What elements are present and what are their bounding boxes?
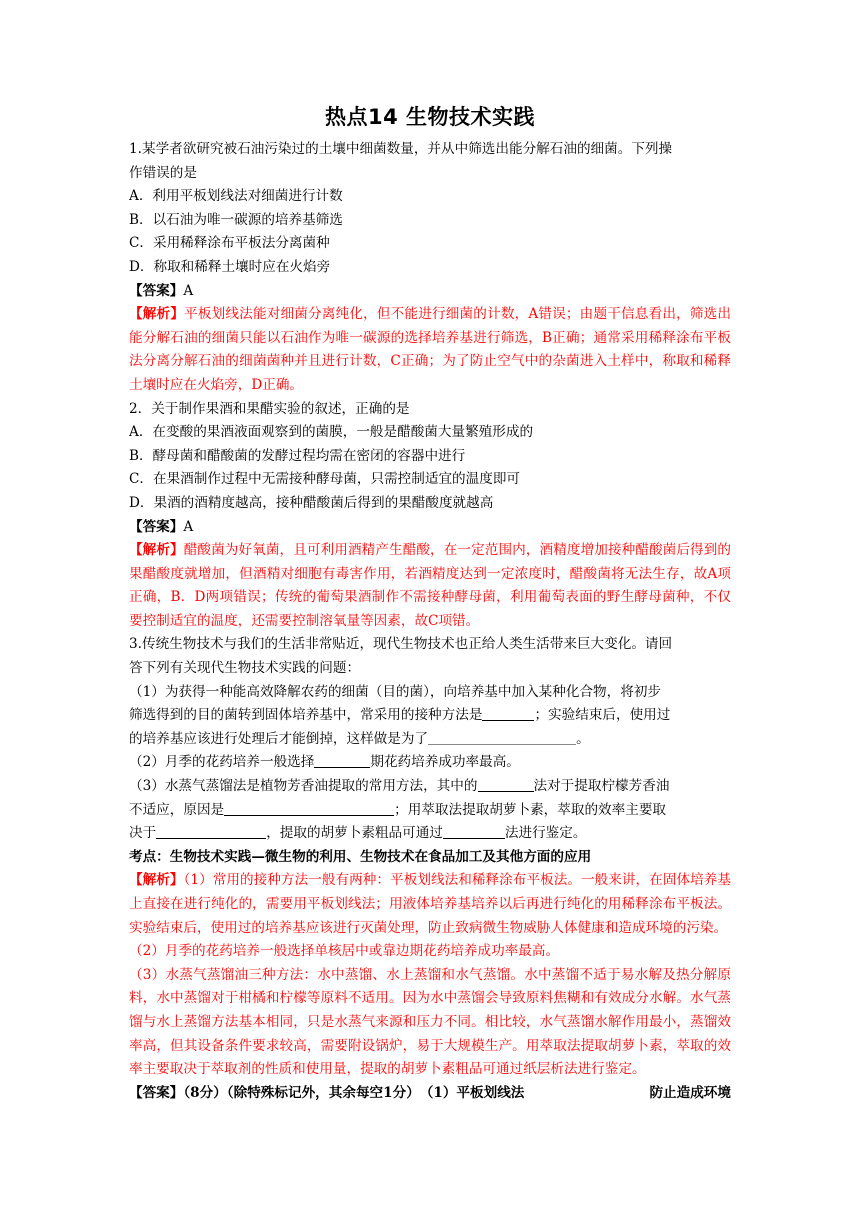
text-segment: 决于 <box>129 825 157 842</box>
sub-question-2 <box>129 751 731 775</box>
question-2 <box>129 398 731 634</box>
text-segment: ，提取的胡萝卜素粗品可通过 <box>266 825 443 842</box>
analysis-text: 醋酸菌为好氧菌，且可利用酒精产生醋酸，在一定范围内，酒精度增加接种醋酸菌后得到的果醋酸度就增加，但酒精对细胞有毒害作用，若酒精度达到一定浓度时，醋酸菌将无法生存，故A项正确，B．D两项错误；传统的葡萄果酒制作不需接种酵母菌，利用葡萄表面的野生酵母菌种，不仅要控制适宜的温度，还需要控制溶氧量等因素，故C项错。 <box>129 542 732 629</box>
sub-question-3-line <box>129 822 731 846</box>
text-segment: 法对于提取柠檬芳香油 <box>533 778 670 795</box>
answer-label: 【答案】 <box>129 1084 184 1101</box>
sub-question-3 <box>129 775 731 799</box>
analysis-label: 【解析】 <box>129 306 185 323</box>
analysis-part-2: （2）月季的花药培养一般选择单核居中或靠边期花药培养成功率最高。 <box>129 943 560 960</box>
option-a: A．利用平板划线法对细菌进行计数 <box>129 188 343 205</box>
fill-blank[interactable] <box>443 824 505 839</box>
answer-value: （8分）（除特殊标记外，其余每空1分） （1）平板划线法 <box>183 1084 525 1101</box>
option-a: A．在变酸的果酒液面观察到的菌膜，一般是醋酸菌大量繁殖形成的 <box>129 424 534 441</box>
answer-label: 【答案】 <box>129 282 184 299</box>
option-c: C．采用稀释涂布平板法分离菌种 <box>129 235 330 252</box>
sub-question-1-line <box>129 728 731 752</box>
option-d: D．称取和稀释土壤时应在火焰旁 <box>129 258 331 275</box>
text-segment: 法进行鉴定。 <box>504 825 587 842</box>
analysis-text: 平板划线法能对细菌分离纯化，但不能进行细菌的计数，A错误；由题干信息看出，筛选出能分解石油的细菌只能以石油作为唯一碳源的选择培养基进行筛选，B正确；通常采用稀释涂布平板法分离分解石油的细菌菌种并且进行计数，C正确；为了防止空气中的杂菌进入土样中，称取和稀释土壤时应在火焰旁，D正确。 <box>129 306 731 393</box>
option-d: D．果酒的酒精度越高，接种醋酸菌后得到的果醋酸度就越高 <box>129 494 494 511</box>
analysis-label: 【解析】 <box>129 872 184 889</box>
question-stem: 答下列有关现代生物技术实践的问题： <box>129 660 361 677</box>
sub-question-3-line <box>129 799 731 823</box>
answer-segment <box>129 1082 524 1106</box>
fill-blank[interactable] <box>428 730 576 745</box>
fill-blank[interactable] <box>314 753 370 768</box>
analysis-text: （1）常用的接种方法一般有两种：平板划线法和稀释涂布平板法。一般来讲，在固体培养基上直接在进行纯化的，需要用平板划线法；用液体培养基培养以后再进行纯化的用稀释涂布平板法。实验结束后，使用过的培养基应该进行灭菌处理，防止致病微生物威胁人体健康和造成环境的污染。 <box>129 872 731 936</box>
fill-blank[interactable] <box>478 777 534 792</box>
sub-question-1: （1）为获得一种能高效降解农药的细菌（目的菌），向培养基中加入某种化合物，将初步 <box>129 683 662 700</box>
text-segment: （2）月季的花药培养一般选择 <box>129 754 315 771</box>
document-page <box>129 100 731 1105</box>
text-segment: ；用萃取法提取胡萝卜素，萃取的效率主要取 <box>394 801 667 818</box>
sub-question-1-line <box>129 704 731 728</box>
question-stem: 3.传统生物技术与我们的生活非常贴近，现代生物技术也正给人类生活带来巨大变化。请回 <box>129 636 673 653</box>
text-segment: 的培养基应该进行处理后才能倒掉，这样做是为了 <box>129 730 429 747</box>
fill-blank[interactable] <box>224 801 394 816</box>
option-b: B．以石油为唯一碳源的培养基筛选 <box>129 211 343 228</box>
page-title: 热点14 生物技术实践 <box>324 105 536 129</box>
answer <box>129 1082 731 1106</box>
text-segment: 不适应，原因是 <box>129 801 225 818</box>
text-segment: 。 <box>576 730 590 747</box>
question-3 <box>129 633 731 1105</box>
question-stem: 2．关于制作果酒和果醋实验的叙述，正确的是 <box>129 400 410 417</box>
question-stem: 1.某学者欲研究被石油污染过的土壤中细菌数量，并从中筛选出能分解石油的细菌。下列操 <box>129 141 673 157</box>
question-1 <box>129 138 731 398</box>
answer <box>129 280 731 304</box>
question-stem: 作错误的是 <box>129 164 197 181</box>
fill-blank[interactable] <box>156 824 266 839</box>
text-segment: 筛选得到的目的菌转到固体培养基中，常采用的接种方法是 <box>129 707 483 724</box>
analysis <box>129 539 731 633</box>
analysis-label: 【解析】 <box>129 542 184 559</box>
analysis <box>129 869 731 940</box>
answer <box>129 516 731 540</box>
analysis-part-3: （3）水蒸气蒸馏油三种方法：水中蒸馏、水上蒸馏和水气蒸馏。水中蒸馏不适于易水解及热分解原料，水中蒸馏对于柑橘和柠檬等原料不适用。因为水中蒸馏会导致原料焦糊和有效成分水解。水气蒸馏与水上蒸馏方法基本相同，只是水蒸气来源和压力不同。相比较，水气蒸馏水解作用最小，蒸馏效率高，但其设备条件要求较高，需要附设锅炉，易于大规模生产。用萃取法提取胡萝卜素，萃取的效率主要取决于萃取剂的性质和使用量，提取的胡萝卜素粗品可通过纸层析法进行鉴定。 <box>129 966 731 1078</box>
analysis <box>129 303 731 397</box>
option-c: C．在果酒制作过程中无需接种酵母菌，只需控制适宜的温度即可 <box>129 471 521 488</box>
answer-value: A <box>183 518 194 535</box>
text-segment: ；实验结束后，使用过 <box>534 707 671 724</box>
text-segment: 期花药培养成功率最高。 <box>370 754 520 771</box>
option-b: B．酵母菌和醋酸菌的发酵过程均需在密闭的容器中进行 <box>129 447 466 464</box>
answer-label: 【答案】 <box>129 518 184 535</box>
kaodian: 考点：生物技术实践—微生物的利用、生物技术在食品加工及其他方面的应用 <box>129 848 592 865</box>
answer-value: A <box>183 282 194 299</box>
text-segment: （3）水蒸气蒸馏法是植物芳香油提取的常用方法，其中的 <box>129 778 478 795</box>
fill-blank[interactable] <box>482 706 534 721</box>
answer-segment: 防止造成环境 <box>649 1084 731 1101</box>
